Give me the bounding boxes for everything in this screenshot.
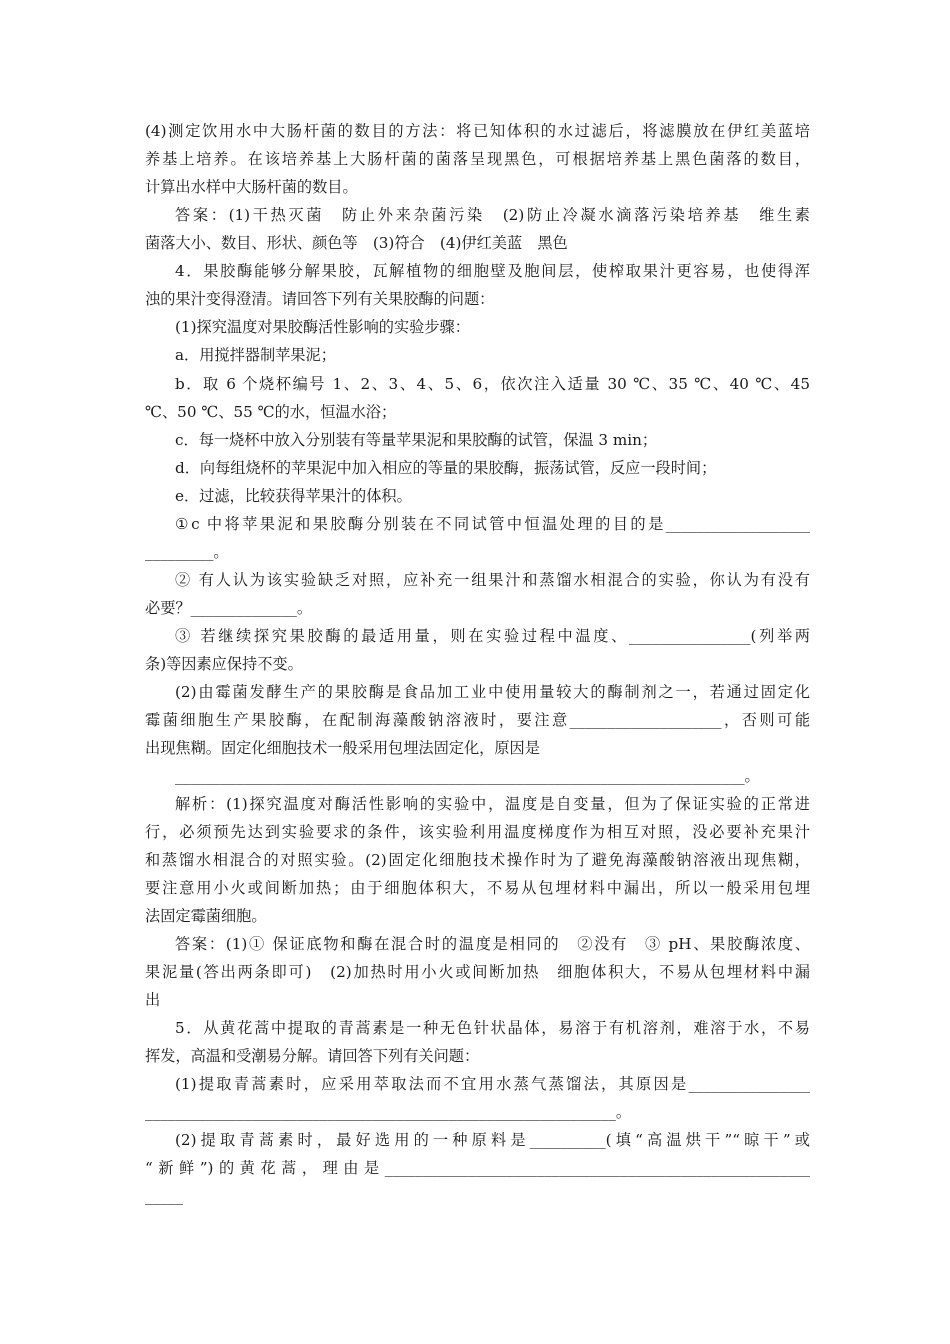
text-line: (4)测定饮用水中大肠杆菌的数目的方法：将已知体积的水过滤后，将滤膜放在伊红美蓝培 <box>145 122 810 140</box>
text-line: 菌落大小、数目、形状、颜色等 (3)符合 (4)伊红美蓝 黑色 <box>145 234 568 252</box>
text-line: d．向每组烧杯的苹果泥中加入相应的等量的果胶酶，振荡试管，反应一段时间； <box>175 459 717 477</box>
text-line: a．用搅拌器制苹果泥； <box>175 346 336 364</box>
text-line: 挥发，高温和受潮易分解。请回答下列有关问题： <box>145 1047 480 1065</box>
text-line: 法固定霉菌细胞。 <box>145 907 267 925</box>
text-line: (1)探究温度对果胶酶活性影响的实验步骤： <box>175 318 470 336</box>
text-line: _________。 <box>145 543 229 561</box>
text-line: ___________________________________________________________________________。 <box>175 767 760 785</box>
text-line: ③ 若继续探究果胶酶的最适用量，则在实验过程中温度、________________(列举两 <box>175 627 810 645</box>
text-line: “新鲜”)的黄花蒿，理由是________________________________________________________ <box>145 1159 810 1177</box>
text-line: 4．果胶酶能够分解果胶，瓦解植物的细胞壁及胞间层，使榨取果汁更容易，也使得浑 <box>175 262 810 280</box>
text-line: 养基上培养。在该培养基上大肠杆菌的菌落呈现黑色，可根据培养基上黑色菌落的数目， <box>145 150 810 168</box>
text-line: c．每一烧杯中放入分别装有等量苹果泥和果胶酶的试管，保温 3 min； <box>175 431 658 449</box>
text-line: 要注意用小火或间断加热；由于细胞体积大，不易从包埋材料中漏出，所以一般采用包埋 <box>145 879 810 897</box>
text-line: 和蒸馏水相混合的对照实验。(2)固定化细胞技术操作时为了避免海藻酸钠溶液出现焦糊， <box>145 851 810 869</box>
text-line: 行，必须预先达到实验要求的条件，该实验利用温度梯度作为相互对照，没必要补充果汁 <box>145 823 810 841</box>
text-line: (1)提取青蒿素时，应采用萃取法而不宜用水蒸气蒸馏法，其原因是________________ <box>175 1075 810 1093</box>
text-line: ①c 中将苹果泥和果胶酶分别装在不同试管中恒温处理的目的是___________________ <box>175 515 810 533</box>
text-line: 计算出水样中大肠杆菌的数目。 <box>145 178 358 196</box>
text-line: 答案：(1)干热灭菌 防止外来杂菌污染 (2)防止冷凝水滴落污染培养基 维生素 <box>175 206 810 224</box>
text-line: ② 有人认为该实验缺乏对照，应补充一组果汁和蒸馏水相混合的实验，你认为有没有 <box>175 571 810 589</box>
text-line: 出现焦糊。固定化细胞技术一般采用包埋法固定化，原因是 <box>145 739 540 757</box>
text-line: 霉菌细胞生产果胶酶，在配制海藻酸钠溶液时，要注意____________________，否则可能 <box>145 711 810 729</box>
text-line: (2)提取青蒿素时，最好选用的一种原料是__________(填“高温烘干”“晾干”或 <box>175 1131 810 1149</box>
text-line: ℃、50 ℃、55 ℃的水，恒温水浴； <box>145 403 397 421</box>
text-line: ______________________________________________________________。 <box>145 1103 631 1121</box>
text-line: _____ <box>145 1187 183 1205</box>
text-line: 答案：(1)① 保证底物和酶在混合时的温度是相同的 ②没有 ③ pH、果胶酶浓度、 <box>175 935 810 953</box>
text-line: 5．从黄花蒿中提取的青蒿素是一种无色针状晶体，易溶于有机溶剂，难溶于水，不易 <box>175 1019 810 1037</box>
text-line: 必要？______________。 <box>145 599 313 617</box>
text-line: 条)等因素应保持不变。 <box>145 655 303 673</box>
text-line: e．过滤，比较获得苹果汁的体积。 <box>175 487 412 505</box>
text-line: (2)由霉菌发酵生产的果胶酶是食品加工业中使用量较大的酶制剂之一，若通过固定化 <box>175 683 810 701</box>
text-line: 果泥量(答出两条即可) (2)加热时用小火或间断加热 细胞体积大，不易从包埋材料中漏 <box>145 963 810 981</box>
text-line: b．取 6 个烧杯编号 1、2、3、4、5、6，依次注入适量 30 ℃、35 ℃、40 ℃、45 <box>175 375 810 393</box>
text-line: 浊的果汁变得澄清。请回答下列有关果胶酶的问题： <box>145 290 495 308</box>
text-line: 解析：(1)探究温度对酶活性影响的实验中，温度是自变量，但为了保证实验的正常进 <box>175 795 810 813</box>
text-line: 出 <box>145 991 161 1009</box>
